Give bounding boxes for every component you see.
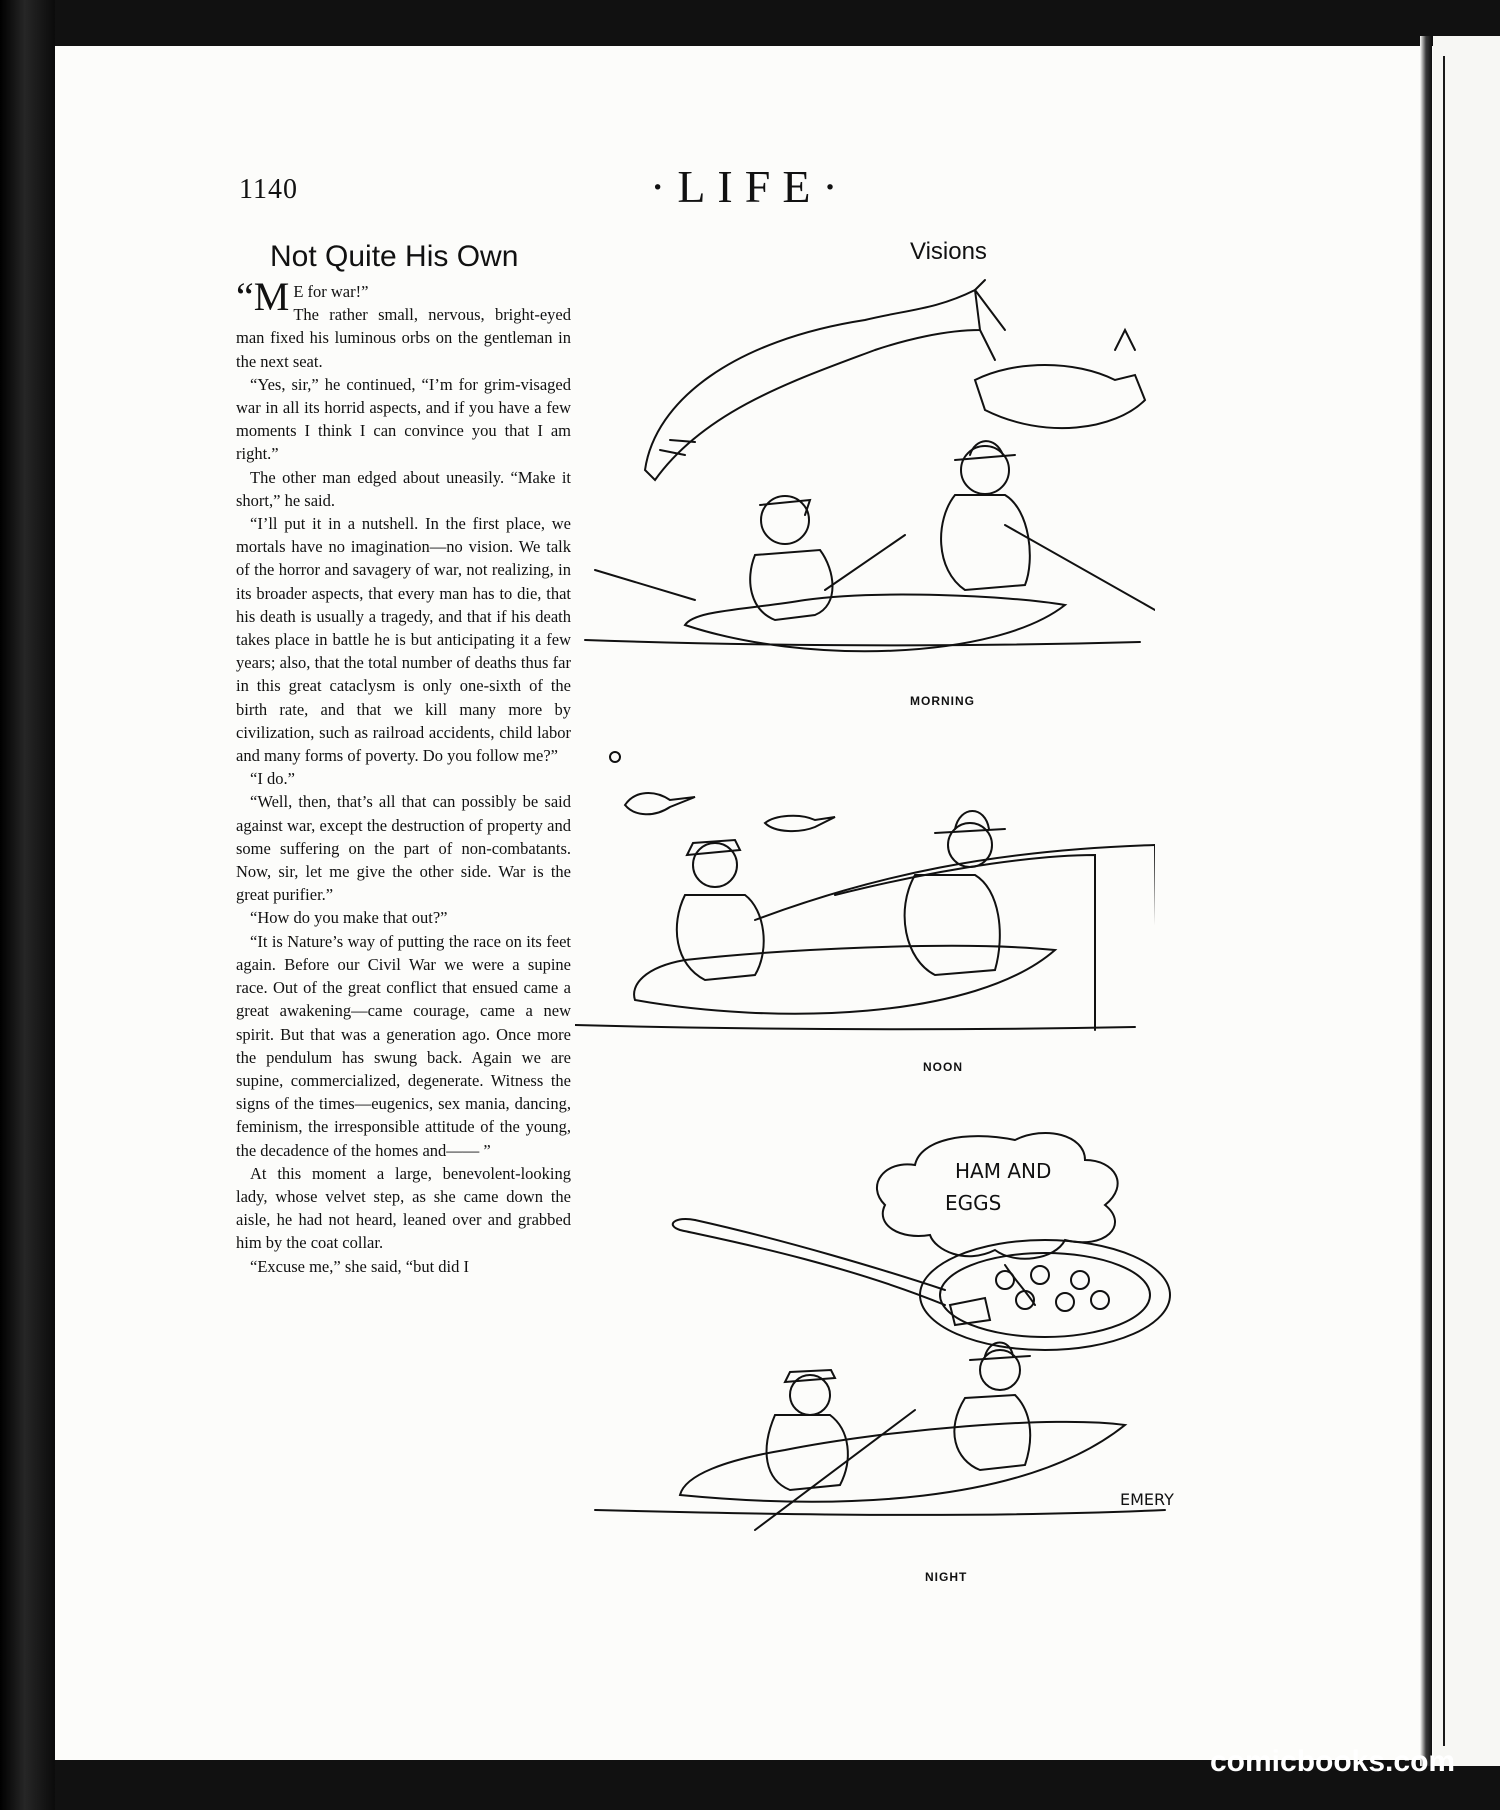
cartoon-panel-noon <box>575 745 1155 1045</box>
page-number: 1140 <box>239 174 298 205</box>
paragraph: The other man edged about uneasily. “Make it short,” he said. <box>236 467 571 510</box>
paragraph: “Yes, sir,” he continued, “I’m for grim-visaged war in all its horrid aspects, and if you have a few moments I think I can convince you that I am right.” <box>236 374 571 464</box>
paragraph: “Excuse me,” she said, “but did I <box>250 1256 470 1276</box>
article-title: Not Quite His Own <box>270 240 519 273</box>
page-gutter <box>1420 36 1432 1766</box>
scan-left-edge <box>0 0 55 1810</box>
thought-bubble-line-2: EGGS <box>945 1191 1002 1215</box>
paragraph: “How do you make that out?” <box>250 908 448 928</box>
caption-noon: NOON <box>923 1060 963 1074</box>
paragraph: “I’ll put it in a nutshell. In the first place, we mortals have no imagination—no vision. We talk of the horror and savagery of war, not realizing, in its broader aspects, that every man has to die, that his death is usually a tragedy, and that if his death takes place in battle he is but anticipating it a few years; also, that the total number of deaths thus far in this great cataclysm is only one-sixth of the birth rate, and that we kill many more by civilization, such as railroad accidents, child labor and many forms of poverty. Do you follow me?” <box>236 514 571 766</box>
drop-cap: “M <box>236 274 290 319</box>
paragraph: “It is Nature’s way of putting the race on its feet again. Before our Civil War we were a supine race. Out of the great conflict that ensued came a great awakening—came courage, came a new spirit. But that was a generation ago. Once more the pendulum has swung back. Again we are supine, commercialized, degenerate. Witness the signs of the times—eugenics, sex mania, dancing, feminism, the irresponsible attitude of the young, the decadence of the homes and—— ” <box>236 931 571 1160</box>
cartoon-panel-morning <box>575 270 1155 690</box>
paragraph: The rather small, nervous, bright-eyed man fixed his luminous orbs on the gentleman in the next seat. <box>236 305 571 371</box>
article-opening <box>236 274 571 373</box>
caption-morning: MORNING <box>910 694 975 708</box>
watermark: comicbooks.com <box>1210 1745 1456 1778</box>
paragraph: “I do.” <box>250 769 295 789</box>
paragraph: “Well, then, that’s all that can possibly be said against war, except the destruction of property and some suffering on the part of non-combatants. Now, sir, let me give the other side. War is the great purifier.” <box>236 792 571 905</box>
cartoon-panel-night <box>585 1130 1185 1560</box>
paragraph: At this moment a large, benevolent-looking lady, whose velvet step, as she came down the aisle, he had not heard, leaned over and grabbed him by the coat collar. <box>236 1163 571 1253</box>
artist-signature: EMERY <box>1120 1490 1174 1509</box>
opening-line: E for war!” <box>293 282 369 301</box>
article-body <box>236 274 571 1278</box>
cartoon-title: Visions <box>910 238 987 265</box>
masthead: ·LIFE· <box>650 161 850 212</box>
caption-night: NIGHT <box>925 1570 968 1584</box>
next-page-edge <box>1433 36 1500 1766</box>
thought-bubble-line-1: HAM AND <box>955 1159 1052 1183</box>
